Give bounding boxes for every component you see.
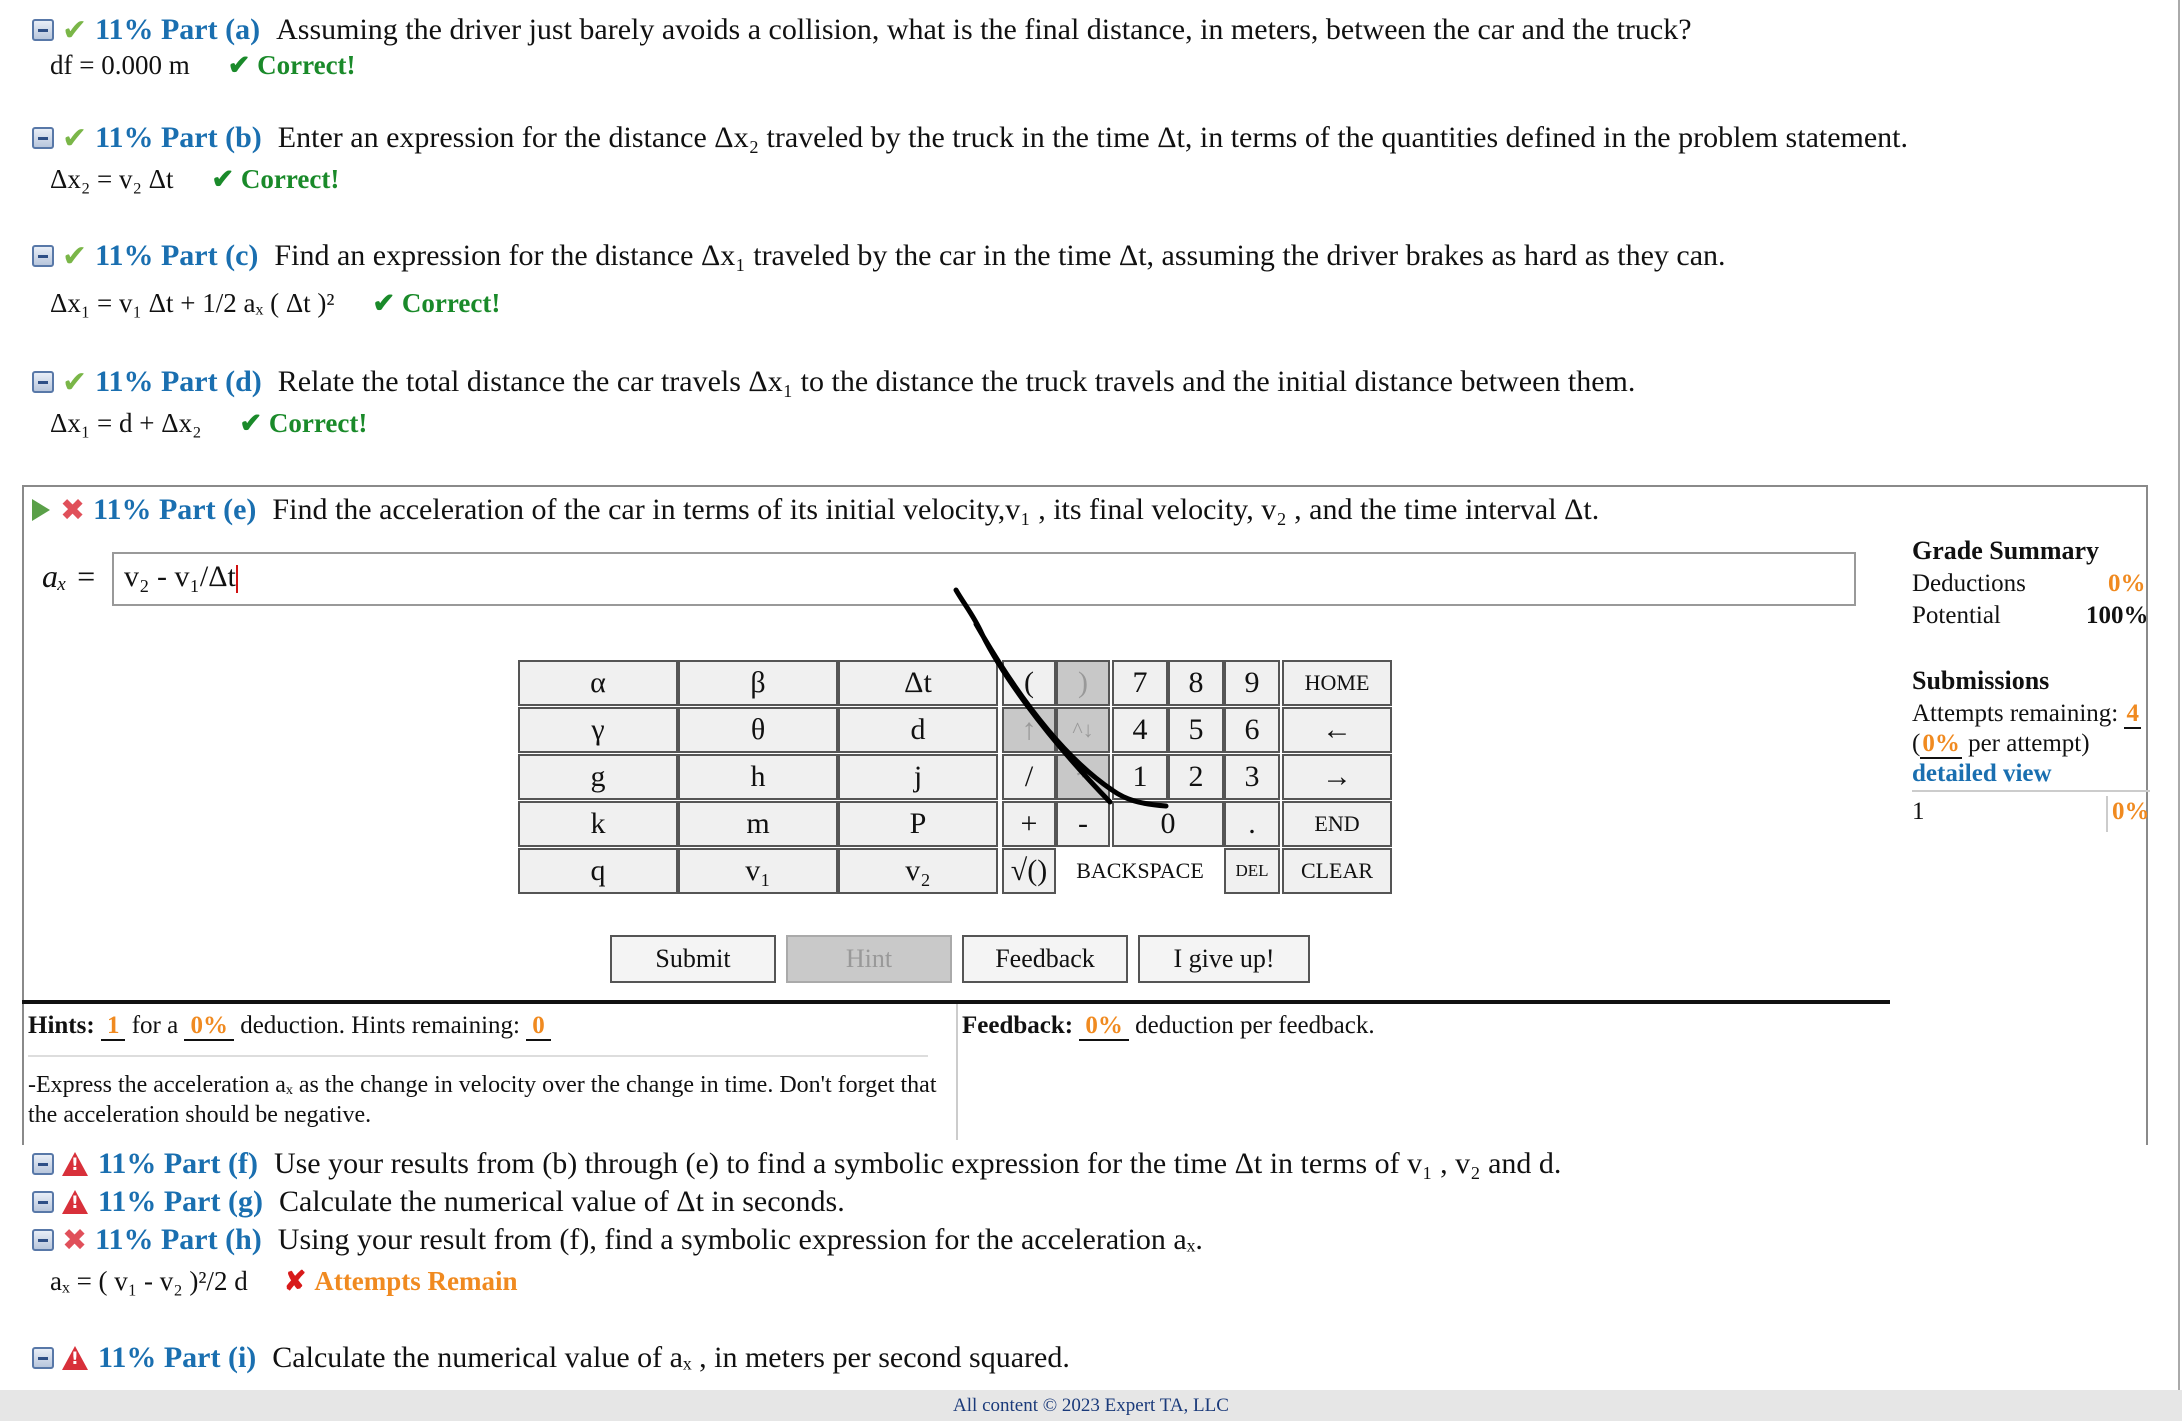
- collapse-icon[interactable]: [32, 1229, 54, 1251]
- key-sqrt[interactable]: √(): [1002, 848, 1056, 894]
- part-a-answer: [50, 50, 356, 81]
- hints-label: Hints:: [28, 1012, 95, 1039]
- part-c-header: [32, 234, 1726, 278]
- key-alpha[interactable]: α: [518, 660, 678, 706]
- collapse-icon[interactable]: [32, 127, 54, 149]
- key-gamma[interactable]: γ: [518, 707, 678, 753]
- part-d-answer: [50, 408, 367, 439]
- deductions-label: Deductions: [1912, 570, 2026, 597]
- key-p[interactable]: P: [838, 801, 998, 847]
- hints-deduction-text: deduction. Hints remaining:: [240, 1012, 520, 1039]
- grade-summary-title: Grade Summary: [1912, 536, 2100, 565]
- collapse-icon[interactable]: [32, 19, 54, 41]
- key-9[interactable]: 9: [1224, 660, 1280, 706]
- feedback-summary: [962, 1012, 1375, 1040]
- per-close: per attempt): [1968, 730, 2090, 757]
- per-attempt: [1912, 730, 2090, 758]
- divider: [956, 1004, 958, 1140]
- x-mark-icon: ✖: [62, 1222, 88, 1258]
- attempts-label: Attempts remaining:: [1912, 700, 2119, 727]
- part-b-answer: [50, 164, 339, 195]
- key-multiply[interactable]: *: [1056, 754, 1110, 800]
- warning-icon: [62, 1190, 88, 1214]
- key-q[interactable]: q: [518, 848, 678, 894]
- pen-stroke: [940, 580, 1200, 850]
- key-backspace[interactable]: BACKSPACE: [1056, 848, 1224, 894]
- answer-text: Δx₁ = v₁ Δt + 1/2 aₓ ( Δt )²: [50, 288, 335, 318]
- potential-value: 100%: [2086, 602, 2149, 629]
- warning-icon: [62, 1346, 88, 1370]
- per-open: (: [1912, 730, 1921, 757]
- part-b-header: [32, 116, 1908, 160]
- expand-arrow-icon[interactable]: [32, 499, 50, 521]
- part-question: Calculate the numerical value of Δt in seconds.: [278, 1185, 845, 1218]
- part-label: 11% Part (g): [98, 1185, 263, 1218]
- key-8[interactable]: 8: [1168, 660, 1224, 706]
- correct-status: ✔ Correct!: [211, 164, 340, 194]
- part-label: 11% Part (e): [93, 493, 257, 526]
- hint-separator: [28, 1055, 928, 1057]
- key-0[interactable]: 0: [1112, 801, 1224, 847]
- key-decimal[interactable]: .: [1224, 801, 1280, 847]
- part-d-header: [32, 360, 1635, 404]
- part-question: Relate the total distance the car travels Δx₁ to the distance the truck travels and the initial distance between them.: [277, 365, 1636, 398]
- x-mark-icon: ✖: [60, 492, 86, 528]
- key-minus[interactable]: -: [1056, 801, 1110, 847]
- part-h-header: [32, 1218, 1203, 1262]
- collapse-icon[interactable]: [32, 1191, 54, 1213]
- part-label: 11% Part (a): [95, 13, 261, 46]
- warning-icon: [62, 1152, 88, 1176]
- detailed-view-link[interactable]: detailed view: [1912, 760, 2052, 787]
- key-v2[interactable]: v₂: [838, 848, 998, 894]
- checkmark-icon: ✔: [62, 12, 88, 48]
- correct-status: ✔ Correct!: [239, 408, 368, 438]
- key-7[interactable]: 7: [1112, 660, 1168, 706]
- feedback-text: deduction per feedback.: [1135, 1012, 1375, 1039]
- attempts-remaining: [1912, 700, 2141, 728]
- submit-button[interactable]: Submit: [610, 935, 776, 983]
- answer-input-value: v₂ - v₁/Δt: [124, 560, 236, 593]
- feedback-button[interactable]: Feedback: [962, 935, 1128, 983]
- key-4[interactable]: 4: [1112, 707, 1168, 753]
- hints-for-text: for a: [131, 1012, 179, 1039]
- part-e-header: [32, 488, 1599, 532]
- attempts-remain-text: Attempts Remain: [314, 1266, 518, 1296]
- collapse-icon[interactable]: [32, 371, 54, 393]
- part-question: Find the acceleration of the car in terms of its initial velocity,v₁ , its final velocity, v₂ , and the time interval Δt.: [272, 493, 1600, 526]
- answer-text: Δx₂ = v₂ Δt: [50, 164, 174, 194]
- potential-label: Potential: [1912, 602, 2001, 629]
- checkmark-icon: ✔: [62, 238, 88, 274]
- part-label: 11% Part (d): [95, 365, 262, 398]
- hints-remaining: 0: [526, 1012, 551, 1041]
- key-up-arrow[interactable]: ↑: [1002, 707, 1056, 753]
- submissions-title: Submissions: [1912, 666, 2050, 695]
- x-mark-icon: ✘: [283, 1266, 307, 1296]
- collapse-icon[interactable]: [32, 1153, 54, 1175]
- checkmark-icon: ✔: [62, 120, 88, 156]
- answer-text: df = 0.000 m: [50, 50, 190, 80]
- deductions-value: 0%: [2108, 570, 2146, 597]
- key-home[interactable]: HOME: [1282, 660, 1392, 706]
- part-question: Find an expression for the distance Δx₁ traveled by the car in the time Δt, assuming the driver brakes as hard as they can.: [274, 239, 1726, 272]
- key-left-arrow[interactable]: ←: [1282, 707, 1392, 753]
- key-clear[interactable]: CLEAR: [1282, 848, 1392, 894]
- collapse-icon[interactable]: [32, 1347, 54, 1369]
- part-question: Using your result from (f), find a symbolic expression for the acceleration aₓ.: [277, 1223, 1203, 1256]
- key-del[interactable]: DEL: [1224, 848, 1280, 894]
- submission-row-number: 1: [1912, 798, 1925, 825]
- key-2[interactable]: 2: [1168, 754, 1224, 800]
- key-g[interactable]: g: [518, 754, 678, 800]
- part-label: 11% Part (b): [95, 121, 262, 154]
- part-label: 11% Part (h): [95, 1223, 262, 1256]
- per-attempt-pct: 0%: [1922, 730, 1960, 757]
- submission-row-divider: [2106, 796, 2108, 832]
- key-v1[interactable]: v₁: [678, 848, 838, 894]
- part-question: Assuming the driver just barely avoids a collision, what is the final distance, in meters, between the car and the truck?: [276, 13, 1692, 46]
- input-prefix: aₓ =: [42, 558, 97, 594]
- correct-status: ✔ Correct!: [227, 50, 356, 80]
- hint-button[interactable]: Hint: [786, 935, 952, 983]
- key-theta[interactable]: θ: [678, 707, 838, 753]
- part-a-header: [32, 8, 1692, 52]
- key-divide[interactable]: /: [1002, 754, 1056, 800]
- part-label: 11% Part (i): [98, 1341, 257, 1374]
- part-h-answer: [50, 1266, 518, 1297]
- attempts-remain-status: [284, 1266, 518, 1297]
- hints-summary: [28, 1012, 551, 1040]
- key-end[interactable]: END: [1282, 801, 1392, 847]
- hints-deduction-pct: 0%: [184, 1012, 234, 1041]
- feedback-pct: 0%: [1079, 1012, 1129, 1041]
- key-delta-t[interactable]: Δt: [838, 660, 998, 706]
- key-h[interactable]: h: [678, 754, 838, 800]
- part-i-header: [32, 1336, 1070, 1380]
- key-j[interactable]: j: [838, 754, 998, 800]
- collapse-icon[interactable]: [32, 245, 54, 267]
- key-k[interactable]: k: [518, 801, 678, 847]
- hints-count: 1: [101, 1012, 126, 1041]
- key-m[interactable]: m: [678, 801, 838, 847]
- part-label: 11% Part (c): [95, 239, 259, 272]
- key-superscript[interactable]: ^↓: [1056, 707, 1110, 753]
- key-5[interactable]: 5: [1168, 707, 1224, 753]
- key-d[interactable]: d: [838, 707, 998, 753]
- attempts-count: 4: [2126, 700, 2139, 727]
- submissions-divider: [1912, 790, 2150, 792]
- hint-text: -Express the acceleration aₓ as the change in velocity over the change in time. Don't forget that the acceleration should be negative.: [28, 1072, 937, 1128]
- correct-status: ✔ Correct!: [372, 288, 501, 318]
- key-left-paren[interactable]: (: [1002, 660, 1056, 706]
- key-6[interactable]: 6: [1224, 707, 1280, 753]
- frame-border: [2178, 0, 2180, 1390]
- answer-text: Δx₁ = d + Δx₂: [50, 408, 202, 438]
- key-1[interactable]: 1: [1112, 754, 1168, 800]
- feedback-label: Feedback:: [962, 1012, 1074, 1039]
- key-3[interactable]: 3: [1224, 754, 1280, 800]
- part-question: Enter an expression for the distance Δx₂ traveled by the truck in the time Δt, in terms of the quantities defined in the problem statement.: [277, 121, 1909, 154]
- part-c-answer: [50, 288, 500, 319]
- key-right-paren[interactable]: ): [1056, 660, 1110, 706]
- key-right-arrow[interactable]: →: [1282, 754, 1392, 800]
- part-question: Calculate the numerical value of aₓ , in meters per second squared.: [272, 1341, 1070, 1374]
- checkmark-icon: ✔: [62, 364, 88, 400]
- give-up-button[interactable]: I give up!: [1138, 935, 1310, 983]
- part-label: 11% Part (f): [98, 1147, 258, 1180]
- answer-text: aₓ = ( v₁ - v₂ )²/2 d: [50, 1266, 248, 1296]
- key-beta[interactable]: β: [678, 660, 838, 706]
- key-plus[interactable]: +: [1002, 801, 1056, 847]
- part-question: Use your results from (b) through (e) to find a symbolic expression for the time Δt in terms of v₁ , v₂ and d.: [273, 1147, 1562, 1180]
- text-caret: [236, 565, 238, 593]
- footer-copyright: All content © 2023 Expert TA, LLC: [0, 1390, 2182, 1421]
- submission-row-pct: 0%: [2112, 798, 2150, 825]
